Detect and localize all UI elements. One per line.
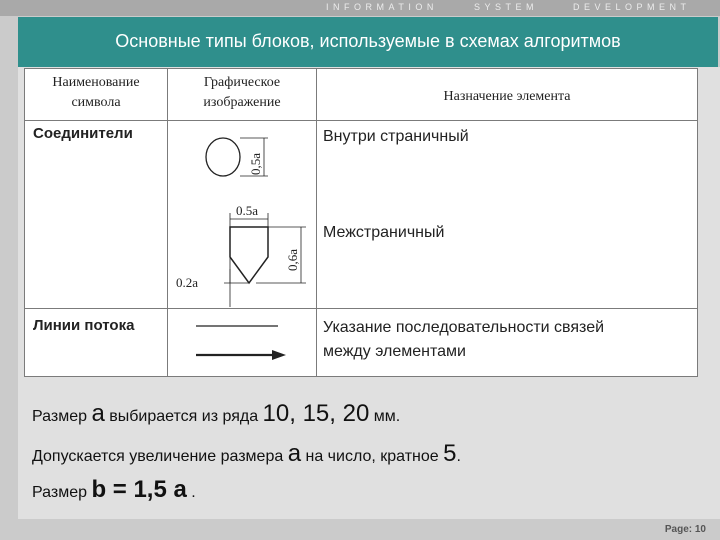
purpose-off-page: Межстраничный bbox=[323, 224, 445, 241]
note3-period: . bbox=[186, 484, 196, 501]
header-graphic bbox=[168, 73, 316, 113]
flow-line-drawings bbox=[168, 309, 316, 375]
title-bar bbox=[18, 17, 718, 67]
slide-title: Основные типы блоков, используемые в схемах алгоритмов bbox=[115, 31, 621, 51]
strip-word-system: SYSTEM bbox=[474, 2, 539, 12]
note1-unit: мм. bbox=[369, 408, 401, 425]
flow-line-arrowhead bbox=[272, 350, 286, 360]
strip-word-information: INFORMATION bbox=[326, 2, 438, 12]
point-dim-label: 0.2a bbox=[176, 275, 199, 290]
header-col2-line1: Графическое bbox=[203, 75, 281, 90]
purpose-flow-line2: между элементами bbox=[323, 343, 466, 360]
row-flow-lines-name: Линии потока bbox=[33, 317, 135, 334]
note1-part2: выбирается из ряда bbox=[104, 408, 263, 425]
column-divider-2 bbox=[316, 69, 317, 376]
note2-part2: на число, кратное bbox=[301, 448, 444, 465]
row-divider bbox=[25, 308, 697, 309]
top-strip bbox=[0, 0, 720, 16]
circle-dim-label: 0,5a bbox=[248, 152, 263, 175]
note2-multiple: 5 bbox=[443, 440, 457, 467]
width-dim-label: 0.5a bbox=[236, 203, 259, 218]
header-divider bbox=[25, 120, 697, 121]
row-connectors-name: Соединители bbox=[33, 125, 133, 142]
note1-part1: Размер bbox=[32, 408, 92, 425]
header-col2-line2: изображение bbox=[203, 95, 281, 110]
blocks-table bbox=[24, 68, 698, 377]
page-number: Page: 10 bbox=[664, 524, 706, 535]
note-size-b bbox=[32, 476, 196, 504]
note3-formula: b = 1,5 a bbox=[91, 476, 187, 503]
connector-drawings bbox=[168, 121, 316, 307]
note-size-range bbox=[32, 400, 400, 428]
header-col1-line2: символа bbox=[71, 95, 121, 110]
header-symbol-name bbox=[25, 73, 167, 113]
note-size-increase bbox=[32, 440, 461, 468]
on-page-connector-circle bbox=[206, 138, 240, 176]
note3-part1: Размер bbox=[32, 484, 92, 501]
note1-var-a: a bbox=[91, 400, 105, 427]
height-dim-label: 0,6a bbox=[285, 248, 300, 271]
note1-values: 10, 15, 20 bbox=[262, 400, 370, 427]
off-page-connector-pentagon bbox=[230, 227, 268, 283]
header-col1-line1: Наименование bbox=[52, 75, 140, 90]
note2-var-a: a bbox=[287, 440, 302, 467]
purpose-flow-lines bbox=[323, 316, 604, 364]
strip-word-development: DEVELOPMENT bbox=[573, 2, 691, 12]
purpose-on-page: Внутри страничный bbox=[323, 128, 469, 145]
header-purpose: Назначение элемента bbox=[443, 89, 571, 104]
note2-period: . bbox=[456, 448, 461, 465]
purpose-flow-line1: Указание последовательности связей bbox=[323, 319, 605, 336]
note2-part1: Допускается увеличение размера bbox=[32, 448, 288, 465]
